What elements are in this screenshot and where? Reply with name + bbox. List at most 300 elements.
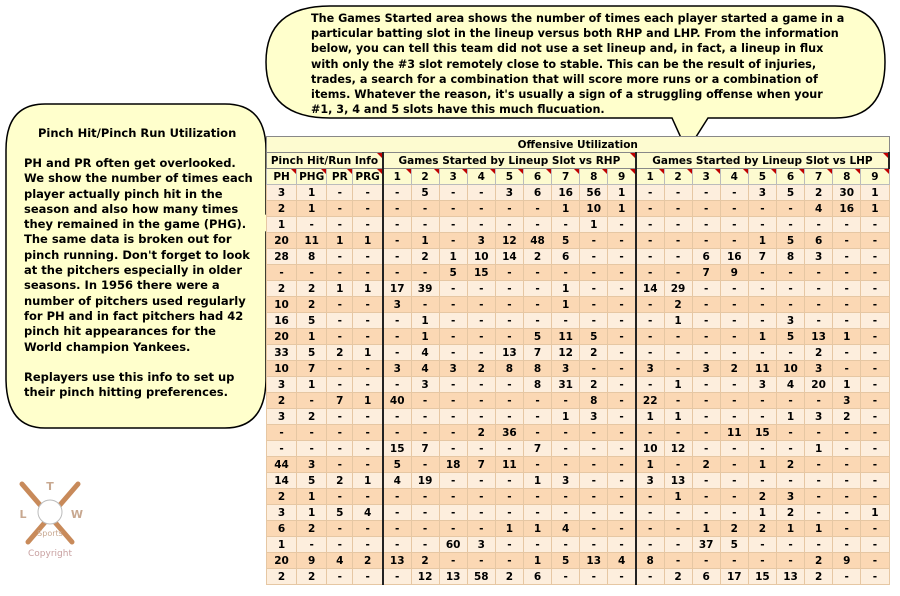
table-cell: - xyxy=(776,393,804,409)
comment-marker-icon xyxy=(377,153,382,158)
table-cell: - xyxy=(861,537,889,553)
table-cell: 44 xyxy=(267,457,297,473)
table-cell: - xyxy=(608,233,636,249)
table-cell: - xyxy=(353,537,383,553)
table-cell: - xyxy=(439,297,467,313)
table-cell: 18 xyxy=(439,457,467,473)
group-header-pinch xyxy=(267,153,383,169)
table-cell: - xyxy=(833,505,861,521)
column-header-label: 9 xyxy=(871,170,879,183)
logo-copyright-text: Copyright xyxy=(28,549,72,559)
table-cell: - xyxy=(495,297,523,313)
table-cell: - xyxy=(523,313,551,329)
table-cell: - xyxy=(467,553,495,569)
table-cell: 5 xyxy=(580,329,608,345)
column-header-label: 4 xyxy=(477,170,485,183)
table-cell: 1 xyxy=(552,281,580,297)
table-row xyxy=(267,201,890,217)
table-cell: - xyxy=(776,425,804,441)
table-cell: - xyxy=(383,425,411,441)
table-cell: 7 xyxy=(523,441,551,457)
table-cell: - xyxy=(353,361,383,377)
table-cell: 3 xyxy=(297,457,327,473)
table-cell: 2 xyxy=(580,345,608,361)
table-cell: - xyxy=(748,281,776,297)
comment-marker-icon xyxy=(490,169,495,174)
table-row xyxy=(267,569,890,585)
table-row xyxy=(267,393,890,409)
table-cell: 6 xyxy=(523,569,551,585)
table-cell: - xyxy=(495,281,523,297)
table-cell: 1 xyxy=(748,457,776,473)
table-cell: 17 xyxy=(720,569,748,585)
table-cell: - xyxy=(861,217,889,233)
table-cell: - xyxy=(383,265,411,281)
table-row xyxy=(267,489,890,505)
table-cell: - xyxy=(861,409,889,425)
table-cell: 40 xyxy=(383,393,411,409)
table-cell: 1 xyxy=(327,233,353,249)
table-cell: 16 xyxy=(267,313,297,329)
table-cell: - xyxy=(636,249,664,265)
column-header-label: 2 xyxy=(421,170,429,183)
column-header-lhp-slot xyxy=(861,169,889,185)
table-cell: - xyxy=(664,185,692,201)
table-cell: 1 xyxy=(353,281,383,297)
table-cell: - xyxy=(439,345,467,361)
table-cell: - xyxy=(467,217,495,233)
table-cell: - xyxy=(861,569,889,585)
table-cell: - xyxy=(805,297,833,313)
table-row xyxy=(267,521,890,537)
table-cell: - xyxy=(805,457,833,473)
table-cell: 4 xyxy=(776,377,804,393)
table-cell: - xyxy=(297,217,327,233)
table-cell: 1 xyxy=(411,233,439,249)
table-cell: 3 xyxy=(833,393,861,409)
table-cell: - xyxy=(580,297,608,313)
table-cell: - xyxy=(692,409,720,425)
table-cell: - xyxy=(467,393,495,409)
table-cell: - xyxy=(608,313,636,329)
table-cell: 2 xyxy=(805,185,833,201)
comment-marker-icon xyxy=(546,169,551,174)
table-row xyxy=(267,281,890,297)
table-cell: - xyxy=(664,233,692,249)
left-callout-title: Pinch Hit/Pinch Run Utilization xyxy=(38,126,237,140)
table-cell: 11 xyxy=(720,425,748,441)
table-cell: 3 xyxy=(805,249,833,265)
table-cell: - xyxy=(861,265,889,281)
table-cell: - xyxy=(833,441,861,457)
table-cell: 29 xyxy=(664,281,692,297)
table-cell: - xyxy=(720,489,748,505)
table-cell: - xyxy=(495,393,523,409)
column-header-label: 8 xyxy=(843,170,851,183)
table-cell: 2 xyxy=(720,361,748,377)
comment-marker-icon xyxy=(630,153,635,158)
table-cell: 1 xyxy=(776,409,804,425)
table-cell: 2 xyxy=(467,425,495,441)
table-cell: - xyxy=(805,265,833,281)
table-cell: - xyxy=(636,521,664,537)
table-cell: 1 xyxy=(353,345,383,361)
table-cell: - xyxy=(580,569,608,585)
table-cell: - xyxy=(411,217,439,233)
table-cell: - xyxy=(552,489,580,505)
logo-letter-w: W xyxy=(70,508,84,521)
table-body xyxy=(267,185,890,585)
table-cell: - xyxy=(439,377,467,393)
table-cell: - xyxy=(383,537,411,553)
table-cell: - xyxy=(720,345,748,361)
table-cell: - xyxy=(552,505,580,521)
table-cell: 2 xyxy=(720,521,748,537)
table-cell: - xyxy=(467,185,495,201)
comment-marker-icon xyxy=(518,169,523,174)
table-cell: - xyxy=(439,233,467,249)
table-cell: - xyxy=(439,409,467,425)
table-cell: 12 xyxy=(495,233,523,249)
column-header-rhp-slot xyxy=(495,169,523,185)
table-cell: 2 xyxy=(748,489,776,505)
column-header-label: 1 xyxy=(646,170,654,183)
table-cell: - xyxy=(495,409,523,425)
table-cell: - xyxy=(327,217,353,233)
table-cell: - xyxy=(411,425,439,441)
table-cell: - xyxy=(833,313,861,329)
table-cell: 6 xyxy=(692,249,720,265)
table-cell: - xyxy=(580,265,608,281)
table-cell: 10 xyxy=(267,297,297,313)
table-cell: 17 xyxy=(383,281,411,297)
table-cell: - xyxy=(664,521,692,537)
table-cell: - xyxy=(692,489,720,505)
table-cell: - xyxy=(580,489,608,505)
table-cell: 2 xyxy=(327,345,353,361)
table-cell: 2 xyxy=(523,249,551,265)
table-cell: - xyxy=(495,265,523,281)
table-cell: - xyxy=(580,441,608,457)
comment-marker-icon xyxy=(574,169,579,174)
table-cell: 3 xyxy=(636,361,664,377)
table-cell: - xyxy=(748,345,776,361)
table-cell: - xyxy=(411,521,439,537)
table-cell: - xyxy=(608,425,636,441)
table-cell: - xyxy=(467,201,495,217)
table-cell: 3 xyxy=(267,377,297,393)
table-cell: - xyxy=(495,377,523,393)
table-cell: 3 xyxy=(805,361,833,377)
table-cell: - xyxy=(692,281,720,297)
table-cell: - xyxy=(608,361,636,377)
column-header-rhp-slot xyxy=(552,169,580,185)
table-cell: - xyxy=(353,217,383,233)
comment-marker-icon xyxy=(715,169,720,174)
table-cell: 5 xyxy=(552,553,580,569)
table-cell: - xyxy=(636,329,664,345)
table-cell: 1 xyxy=(411,329,439,345)
table-cell: - xyxy=(664,217,692,233)
table-cell: - xyxy=(353,265,383,281)
logo-sports-text: Sports xyxy=(37,529,63,538)
table-cell: 11 xyxy=(297,233,327,249)
table-cell: - xyxy=(833,361,861,377)
table-cell: 11 xyxy=(495,457,523,473)
table-cell: - xyxy=(833,297,861,313)
column-header-label: 9 xyxy=(617,170,626,183)
table-cell: - xyxy=(776,345,804,361)
table-cell: - xyxy=(861,377,889,393)
table-row xyxy=(267,345,890,361)
table-cell: 1 xyxy=(861,201,889,217)
comment-marker-icon xyxy=(827,169,832,174)
table-cell: - xyxy=(327,425,353,441)
table-cell: 6 xyxy=(552,249,580,265)
table-cell: 2 xyxy=(297,521,327,537)
table-cell: 3 xyxy=(411,377,439,393)
column-header-rhp-slot xyxy=(523,169,551,185)
table-cell: - xyxy=(861,297,889,313)
table-cell: - xyxy=(467,313,495,329)
table-cell: - xyxy=(353,249,383,265)
comment-marker-icon xyxy=(406,169,411,174)
table-cell: - xyxy=(353,521,383,537)
table-cell: 1 xyxy=(833,377,861,393)
table-cell: - xyxy=(580,281,608,297)
table-cell: - xyxy=(636,425,664,441)
table-cell: 1 xyxy=(523,473,551,489)
table-cell: - xyxy=(608,265,636,281)
table-cell: - xyxy=(327,361,353,377)
table-cell: 1 xyxy=(297,489,327,505)
logo-letter-t: T xyxy=(46,480,54,493)
comment-marker-icon xyxy=(462,169,467,174)
table-cell: - xyxy=(748,473,776,489)
comment-marker-icon xyxy=(434,169,439,174)
table-cell: - xyxy=(776,297,804,313)
table-cell: 16 xyxy=(833,201,861,217)
table-cell: - xyxy=(692,345,720,361)
table-cell: - xyxy=(720,473,748,489)
table-cell: 1 xyxy=(523,553,551,569)
table-cell: - xyxy=(636,345,664,361)
table-row xyxy=(267,265,890,281)
table-cell: 1 xyxy=(552,297,580,313)
column-header-label: 2 xyxy=(674,170,682,183)
table-cell: - xyxy=(467,329,495,345)
table-cell: 2 xyxy=(267,393,297,409)
table-cell: - xyxy=(523,537,551,553)
table-cell: 15 xyxy=(748,425,776,441)
table-cell: - xyxy=(636,201,664,217)
table-cell: 1 xyxy=(748,233,776,249)
table-cell: 3 xyxy=(552,473,580,489)
table-row xyxy=(267,313,890,329)
table-cell: - xyxy=(411,457,439,473)
table-cell: 1 xyxy=(664,489,692,505)
column-header-label: 6 xyxy=(786,170,795,183)
table-cell: 2 xyxy=(805,569,833,585)
table-cell: - xyxy=(692,505,720,521)
table-row xyxy=(267,233,890,249)
table-cell: - xyxy=(636,313,664,329)
table-cell: 5 xyxy=(327,505,353,521)
table-cell: - xyxy=(552,425,580,441)
table-cell: - xyxy=(720,505,748,521)
table-cell: 8 xyxy=(523,377,551,393)
table-cell: - xyxy=(411,537,439,553)
table-cell: 8 xyxy=(495,361,523,377)
table-cell: - xyxy=(664,553,692,569)
table-cell: - xyxy=(720,297,748,313)
table-cell: - xyxy=(748,217,776,233)
table-cell: - xyxy=(495,441,523,457)
table-cell: - xyxy=(664,329,692,345)
table-cell: - xyxy=(439,393,467,409)
table-cell: 12 xyxy=(411,569,439,585)
table-cell: 1 xyxy=(608,201,636,217)
left-callout-paragraph: PH and PR often get overlooked. We show the number of times each player actually pinch hit in the season and also how many times they remained in the game (PHG). The same data is broken out for pinch running. Don't forget to look at the pitchers especially in older seasons. In 1956 there were a number of pitchers used regularly for PH and in fact pitchers had 42 pinch hit appearances for the World champion Yankees. xyxy=(24,156,253,354)
table-cell: - xyxy=(748,265,776,281)
table-cell: - xyxy=(720,457,748,473)
comment-marker-icon xyxy=(630,169,635,174)
table-cell: - xyxy=(692,313,720,329)
table-cell: - xyxy=(495,201,523,217)
table-cell: 2 xyxy=(267,489,297,505)
table-row xyxy=(267,537,890,553)
table-cell: 5 xyxy=(439,265,467,281)
table-cell: - xyxy=(580,425,608,441)
table-cell: - xyxy=(608,281,636,297)
table-cell: - xyxy=(776,553,804,569)
table-cell: 1 xyxy=(267,537,297,553)
table-cell: 3 xyxy=(383,361,411,377)
offensive-utilization-table xyxy=(266,136,890,585)
comment-marker-icon xyxy=(799,169,804,174)
table-cell: 3 xyxy=(383,297,411,313)
table-cell: 5 xyxy=(297,345,327,361)
table-cell: 5 xyxy=(776,185,804,201)
table-cell: - xyxy=(833,217,861,233)
table-cell: - xyxy=(439,473,467,489)
table-cell: 1 xyxy=(776,521,804,537)
table-cell: - xyxy=(552,265,580,281)
table-cell: - xyxy=(523,217,551,233)
table-cell: - xyxy=(748,553,776,569)
table-cell: 2 xyxy=(805,553,833,569)
table-cell: 3 xyxy=(776,489,804,505)
table-cell: - xyxy=(552,441,580,457)
table-cell: - xyxy=(467,441,495,457)
table-cell: 2 xyxy=(748,521,776,537)
table-cell: - xyxy=(523,393,551,409)
table-cell: 11 xyxy=(552,329,580,345)
table-cell: - xyxy=(861,345,889,361)
table-cell: 5 xyxy=(297,473,327,489)
table-cell: - xyxy=(861,457,889,473)
table-cell: - xyxy=(636,377,664,393)
table-cell: 15 xyxy=(748,569,776,585)
table-cell: - xyxy=(327,537,353,553)
table-cell: 1 xyxy=(297,505,327,521)
table-cell: - xyxy=(267,265,297,281)
table-cell: 2 xyxy=(353,553,383,569)
table-cell: - xyxy=(327,569,353,585)
table-cell: - xyxy=(636,505,664,521)
comment-marker-icon xyxy=(883,153,888,158)
table-cell: - xyxy=(833,569,861,585)
table-cell: 3 xyxy=(467,233,495,249)
table-cell: - xyxy=(861,329,889,345)
table-cell: 2 xyxy=(692,457,720,473)
column-header-lhp-slot xyxy=(833,169,861,185)
group-header-lhp xyxy=(636,153,889,169)
table-row xyxy=(267,473,890,489)
table-cell: - xyxy=(523,457,551,473)
table-cell: - xyxy=(636,217,664,233)
column-header-lhp-slot xyxy=(805,169,833,185)
table-cell: 13 xyxy=(439,569,467,585)
table-cell: 10 xyxy=(580,201,608,217)
group-header-rhp xyxy=(383,153,636,169)
table-cell: 6 xyxy=(805,233,833,249)
table-cell: 1 xyxy=(297,185,327,201)
table-cell: 13 xyxy=(805,329,833,345)
group-header-label: Pinch Hit/Run Info xyxy=(270,154,379,167)
table-cell: - xyxy=(720,329,748,345)
table-cell: - xyxy=(552,537,580,553)
table-cell: - xyxy=(608,393,636,409)
table-cell: - xyxy=(664,505,692,521)
table-row xyxy=(267,441,890,457)
column-header-pinch xyxy=(353,169,383,185)
table-cell: - xyxy=(833,473,861,489)
table-cell: 2 xyxy=(580,377,608,393)
table-cell: - xyxy=(383,345,411,361)
table-cell: - xyxy=(805,313,833,329)
column-header-label: 3 xyxy=(449,170,457,183)
table-cell: 1 xyxy=(861,185,889,201)
table-cell: - xyxy=(692,553,720,569)
table-cell: 2 xyxy=(664,569,692,585)
table-cell: - xyxy=(720,393,748,409)
table-cell: - xyxy=(267,441,297,457)
top-callout-text: The Games Started area shows the number of times each player started a game in a particular batting slot in the lineup versus both RHP and LHP. From the information below, you can tell this team did not use a set lineup and, in fact, a lineup in flux with only the #3 slot remotely close to stable. This can be the result of injuries, trades, a search for a combination that will score more runs or a combination of items. Whatever the reason, it's usually a sign of a struggling offense when your #1, 3, 4 and 5 slots have this much flucuation. xyxy=(311,12,845,117)
table-cell: - xyxy=(861,313,889,329)
table-cell: - xyxy=(580,361,608,377)
table-cell: - xyxy=(664,393,692,409)
table-cell: 3 xyxy=(776,313,804,329)
table-cell: - xyxy=(833,233,861,249)
table-cell: - xyxy=(608,377,636,393)
table-cell: - xyxy=(608,441,636,457)
table-cell: - xyxy=(353,489,383,505)
table-cell: 1 xyxy=(664,313,692,329)
table-cell: - xyxy=(608,521,636,537)
table-cell: - xyxy=(383,569,411,585)
table-cell: - xyxy=(411,409,439,425)
table-cell: - xyxy=(608,537,636,553)
table-cell: 20 xyxy=(805,377,833,393)
table-cell: 1 xyxy=(353,473,383,489)
table-cell: - xyxy=(833,249,861,265)
table-cell: 5 xyxy=(776,233,804,249)
table-cell: - xyxy=(636,265,664,281)
table-cell: 3 xyxy=(267,185,297,201)
table-cell: - xyxy=(327,297,353,313)
table-cell: 1 xyxy=(692,521,720,537)
